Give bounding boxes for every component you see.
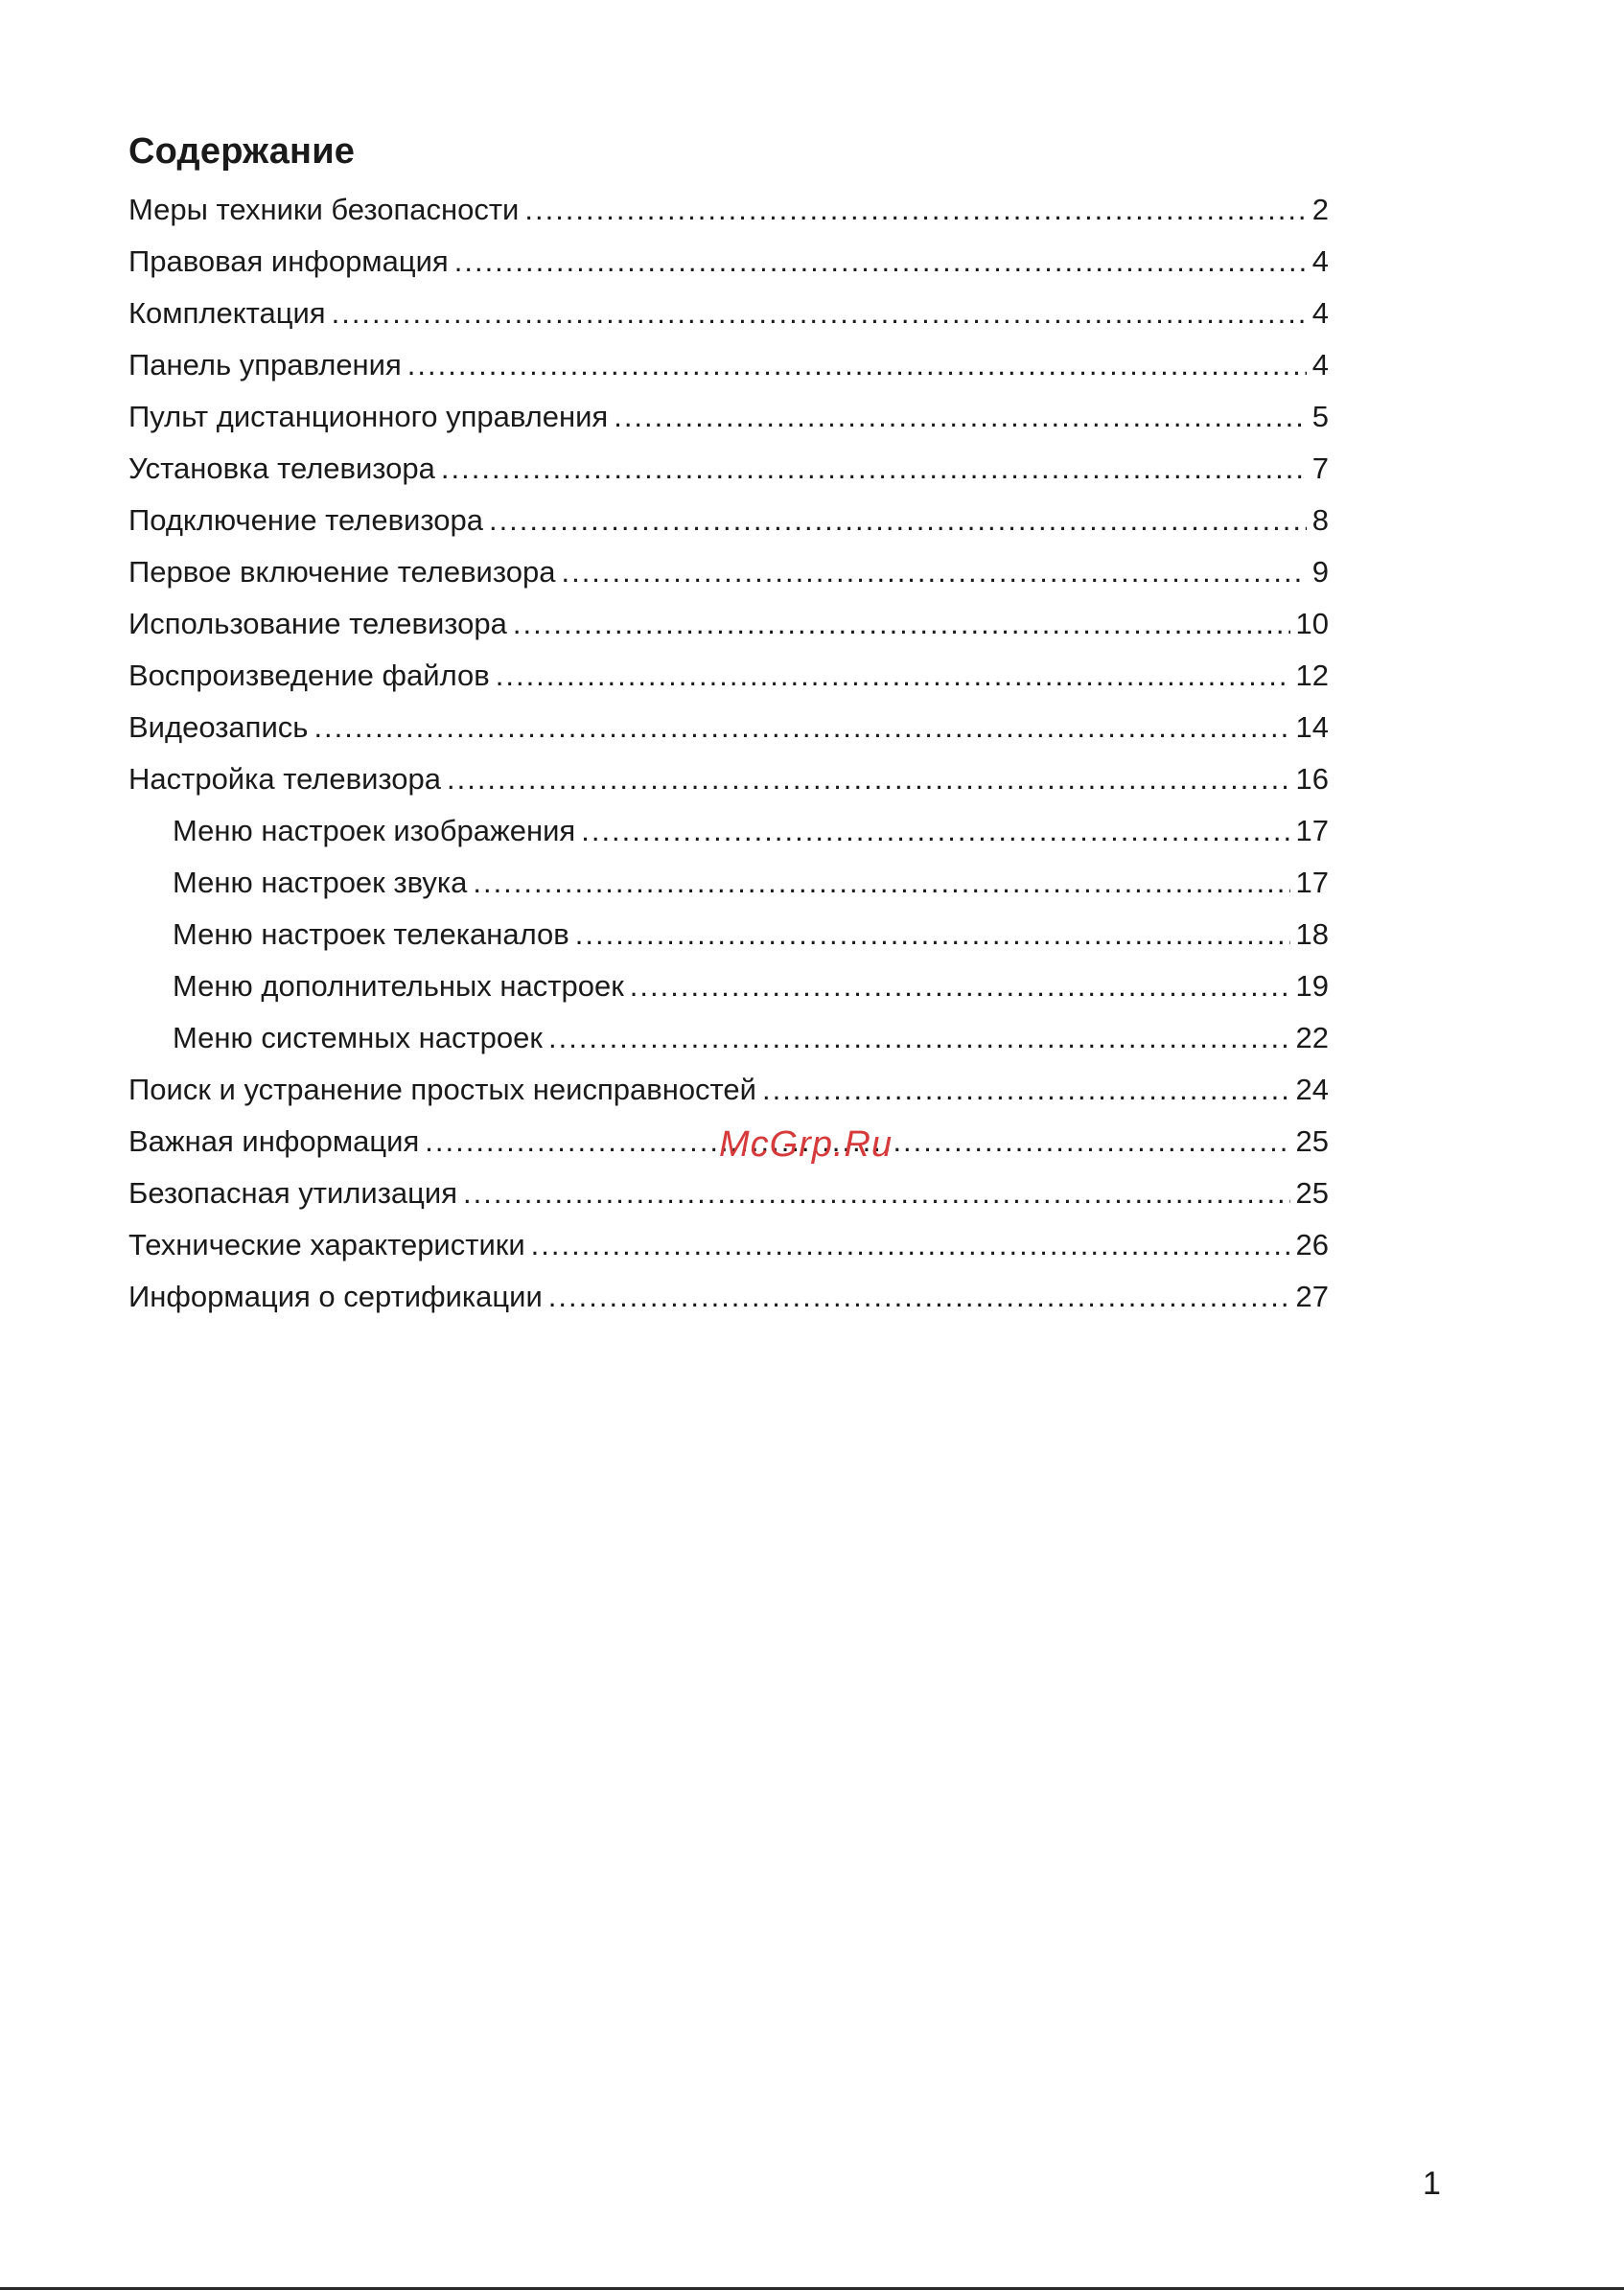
- toc-entry-page: 7: [1311, 451, 1329, 485]
- toc-entry-page: 2: [1311, 193, 1329, 226]
- toc-dot-leader: [454, 236, 1307, 288]
- toc-entry-page: 14: [1295, 710, 1329, 744]
- toc-entry-label: Установка телевизора: [128, 451, 435, 485]
- toc-entry: [128, 753, 1329, 805]
- toc-entry-label: Безопасная утилизация: [128, 1176, 458, 1210]
- toc-entry-label: Меню настроек звука: [173, 866, 468, 899]
- toc-title: Содержание: [128, 131, 356, 172]
- toc-entry-label: Меню настроек телеканалов: [173, 917, 569, 951]
- toc-entry-page: 17: [1295, 866, 1329, 899]
- toc-entry-page: 25: [1295, 1176, 1329, 1210]
- toc-entry-label: Информация о сертификации: [128, 1280, 543, 1313]
- toc-entry: [128, 1168, 1329, 1219]
- toc-subentry: [128, 960, 1329, 1012]
- toc-subentry: [128, 805, 1329, 857]
- toc-entry: [128, 495, 1329, 546]
- toc-entry-page: 22: [1295, 1021, 1329, 1054]
- watermark: McGrp.Ru: [719, 1124, 893, 1165]
- toc-entry: [128, 702, 1329, 753]
- toc-entry-label: Меры техники безопасности: [128, 193, 520, 226]
- toc-entry: [128, 184, 1329, 236]
- toc-entry: [128, 288, 1329, 339]
- toc-entry: [128, 1219, 1329, 1271]
- toc-entry-label: Панель управления: [128, 348, 402, 382]
- toc-entry-label: Воспроизведение файлов: [128, 659, 490, 692]
- toc-dot-leader: [575, 909, 1290, 960]
- toc-entry-page: 19: [1295, 969, 1329, 1003]
- toc-entry-page: 4: [1311, 296, 1329, 330]
- toc-dot-leader: [524, 184, 1306, 236]
- toc-entry-label: Меню системных настроек: [173, 1021, 543, 1054]
- toc-entry-page: 17: [1295, 814, 1329, 847]
- toc-entry-label: Видеозапись: [128, 710, 309, 744]
- toc-dot-leader: [548, 1271, 1290, 1323]
- toc-entry: [128, 598, 1329, 650]
- toc-entry-page: 24: [1295, 1073, 1329, 1106]
- toc-entry-label: Технические характеристики: [128, 1228, 525, 1261]
- toc-entry: [128, 339, 1329, 391]
- toc-entry-label: Первое включение телевизора: [128, 555, 556, 589]
- toc-dot-leader: [473, 857, 1289, 909]
- toc-entry-page: 18: [1295, 917, 1329, 951]
- toc-dot-leader: [513, 598, 1290, 650]
- toc-dot-leader: [630, 960, 1290, 1012]
- toc-subentry: [128, 909, 1329, 960]
- toc-entry-label: Поиск и устранение простых неисправностей: [128, 1073, 756, 1106]
- toc-entry-label: Использование телевизора: [128, 607, 507, 640]
- page-number: 1: [1423, 2165, 1441, 2202]
- toc-subentry: [128, 1012, 1329, 1064]
- toc-entry-label: Комплектация: [128, 296, 326, 330]
- toc-dot-leader: [313, 702, 1289, 753]
- toc-dot-leader: [531, 1219, 1290, 1271]
- toc-dot-leader: [447, 753, 1290, 805]
- toc-dot-leader: [614, 391, 1307, 443]
- toc-entry-label: Пульт дистанционного управления: [128, 400, 609, 433]
- toc-entry-label: Подключение телевизора: [128, 503, 483, 537]
- toc-dot-leader: [441, 443, 1307, 495]
- toc-entry-label: Важная информация: [128, 1124, 420, 1158]
- toc-dot-leader: [496, 650, 1290, 702]
- toc-entry-label: Меню дополнительных настроек: [173, 969, 624, 1003]
- toc-dot-leader: [581, 805, 1289, 857]
- toc-entry-label: Меню настроек изображения: [173, 814, 576, 847]
- toc-entry: [128, 1271, 1329, 1323]
- toc-entry: [128, 1064, 1329, 1116]
- toc-dot-leader: [463, 1168, 1289, 1219]
- toc-dot-leader: [489, 495, 1307, 546]
- toc-entry-page: 10: [1295, 607, 1329, 640]
- toc-dot-leader: [332, 288, 1307, 339]
- toc-entry: [128, 443, 1329, 495]
- toc-entry-page: 4: [1311, 348, 1329, 382]
- toc-dot-leader: [407, 339, 1307, 391]
- toc-entry: [128, 650, 1329, 702]
- toc-dot-leader: [762, 1064, 1290, 1116]
- toc-entry-page: 4: [1311, 244, 1329, 278]
- toc-entry-page: 25: [1295, 1124, 1329, 1158]
- toc-entry-page: 12: [1295, 659, 1329, 692]
- toc-entry-page: 9: [1311, 555, 1329, 589]
- toc-entry-page: 5: [1311, 400, 1329, 433]
- toc-entry-page: 8: [1311, 503, 1329, 537]
- toc-entry: [128, 546, 1329, 598]
- toc-dot-leader: [561, 546, 1306, 598]
- toc-entry-page: 26: [1295, 1228, 1329, 1261]
- toc-entry-label: Правовая информация: [128, 244, 449, 278]
- toc-entry-label: Настройка телевизора: [128, 762, 441, 796]
- toc-entry-page: 27: [1295, 1280, 1329, 1313]
- toc-subentry: [128, 857, 1329, 909]
- toc-entry: [128, 236, 1329, 288]
- toc-entry-page: 16: [1295, 762, 1329, 796]
- toc-dot-leader: [548, 1012, 1290, 1064]
- toc-entry: [128, 391, 1329, 443]
